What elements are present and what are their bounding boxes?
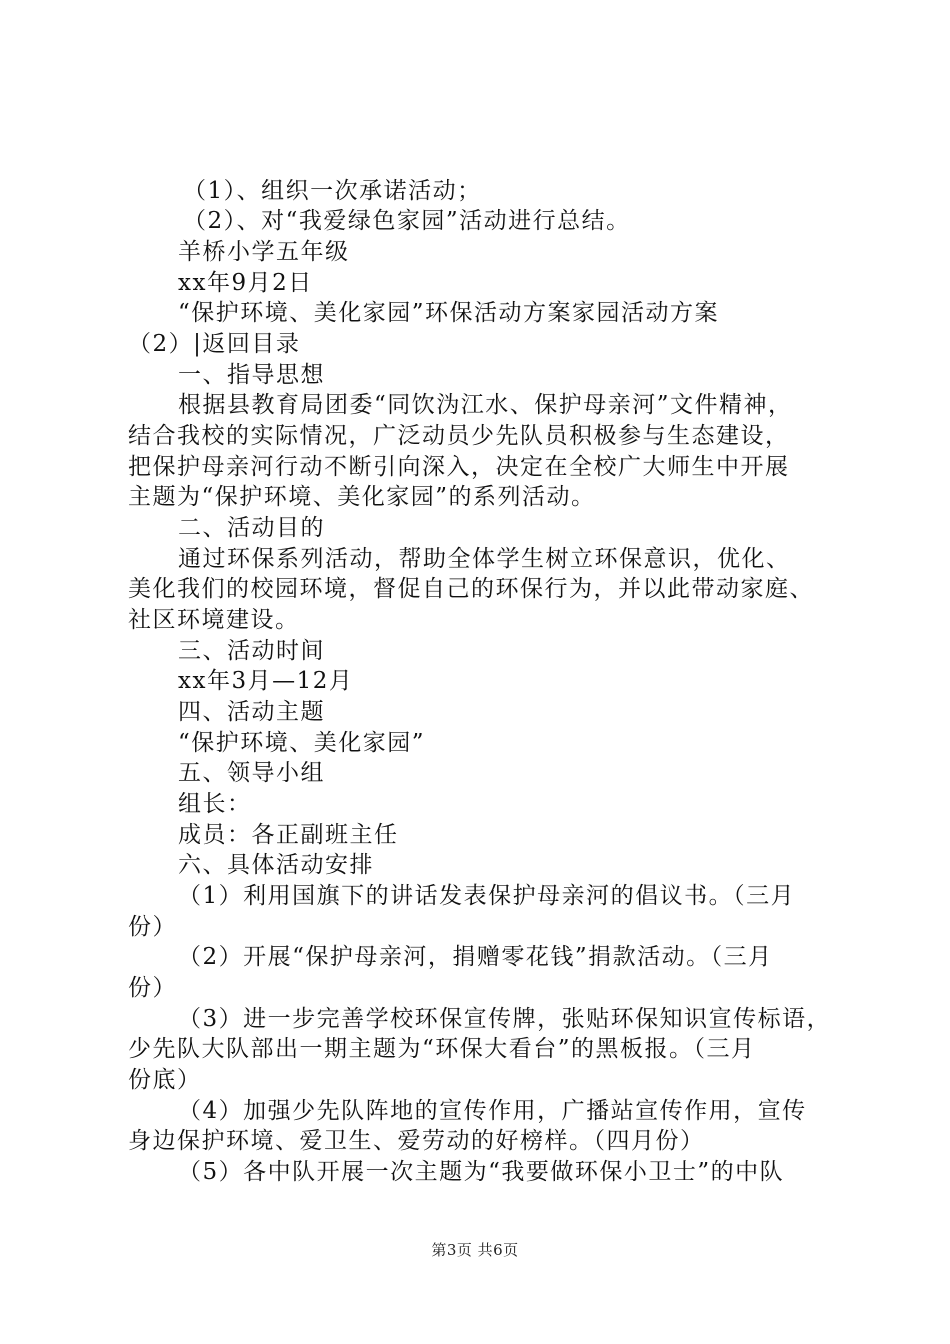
text-line: 份）	[128, 975, 177, 1001]
text-line: 结合我校的实际情况，广泛动员少先队员积极参与生态建设，	[128, 423, 790, 449]
text-line: xx年9月2日	[178, 270, 313, 296]
text-line: xx年3月—12月	[178, 668, 354, 694]
text-line: （4）加强少先队阵地的宣传作用，广播站宣传作用，宣传	[178, 1098, 807, 1124]
text-line: （1）、组织一次承诺活动；	[170, 178, 482, 204]
text-line: 社区环境建设。	[128, 607, 300, 633]
text-line: 通过环保系列活动，帮助全体学生树立环保意识，优化、	[178, 546, 791, 572]
text-line: 少先队大队部出一期主题为“环保大看台”的黑板报。（三月	[128, 1036, 756, 1062]
text-line: 把保护母亲河行动不断引向深入，决定在全校广大师生中开展	[128, 454, 790, 480]
text-line: （5）各中队开展一次主题为“我要做环保小卫士”的中队	[178, 1159, 785, 1185]
text-line: “保护环境、美化家园”	[178, 730, 426, 756]
text-line: 组长：	[178, 791, 252, 817]
section-heading: 五、领导小组	[178, 760, 325, 786]
text-line: 羊桥小学五年级	[178, 239, 350, 265]
section-heading: 四、活动主题	[178, 699, 325, 725]
section-heading: 六、具体活动安排	[178, 852, 374, 878]
text-line: 主题为“保护环境、美化家园”的系列活动。	[128, 484, 596, 510]
text-line: （2）、对“我爱绿色家园”活动进行总结。	[170, 208, 631, 234]
text-line: （1）利用国旗下的讲话发表保护母亲河的倡议书。（三月	[178, 883, 796, 909]
page-number: 第3页 共6页	[431, 1241, 519, 1259]
section-heading: 一、指导思想	[178, 362, 325, 388]
section-heading: 三、活动时间	[178, 638, 325, 664]
text-line: 美化我们的校园环境，督促自己的环保行为，并以此带动家庭、	[128, 576, 814, 602]
text-line: （3）进一步完善学校环保宣传牌，张贴环保知识宣传标语，	[178, 1006, 832, 1032]
text-line: 根据县教育局团委“同饮沩江水、保护母亲河”文件精神，	[178, 392, 793, 418]
text-line: （2）开展“保护母亲河，捐赠零花钱”捐款活动。（三月	[178, 944, 773, 970]
text-line: 份）	[128, 914, 177, 940]
section-heading: 二、活动目的	[178, 515, 325, 541]
heading-line: “保护环境、美化家园”环保活动方案家园活动方案	[178, 300, 720, 326]
heading-line: （2）|返回目录	[128, 331, 301, 357]
text-line: 身边保护环境、爱卫生、爱劳动的好榜样。（四月份）	[128, 1128, 705, 1154]
text-line: 份底）	[128, 1067, 202, 1093]
text-line: 成员：各正副班主任	[178, 822, 399, 848]
